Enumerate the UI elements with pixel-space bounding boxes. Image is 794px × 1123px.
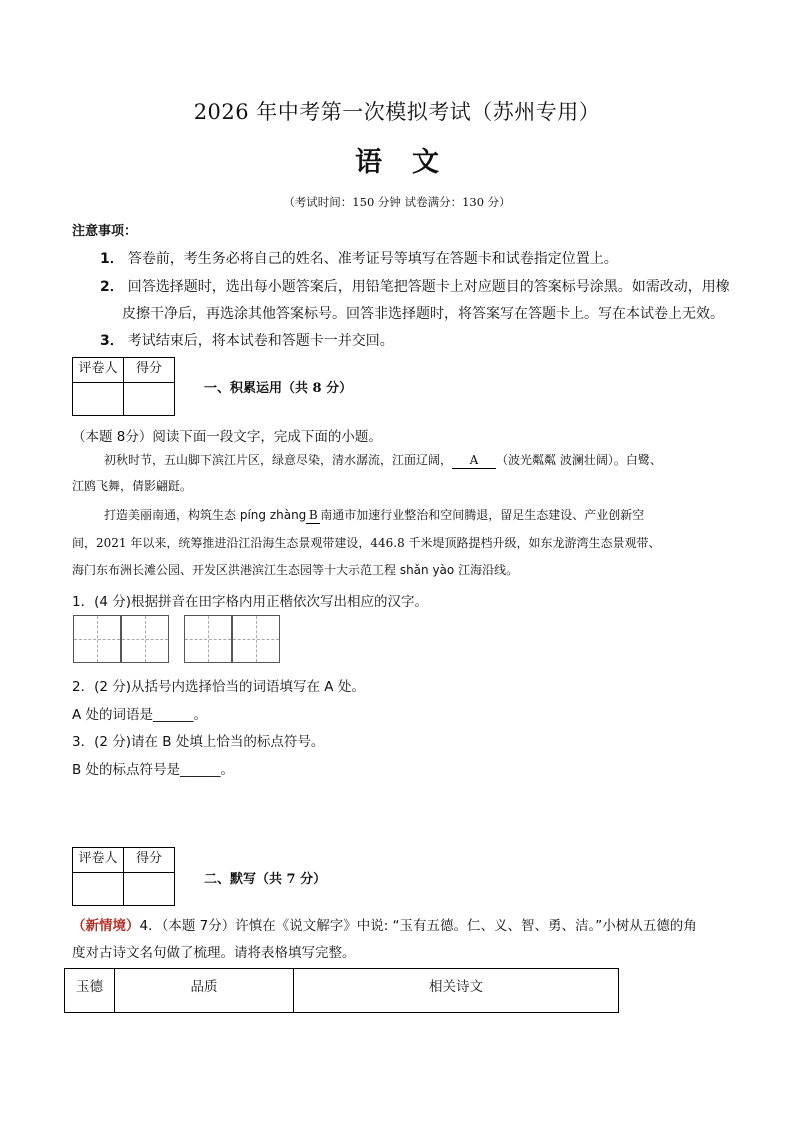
notice-item [100, 330, 394, 350]
passage-text: 打造美丽南通，构筑生态 [104, 508, 240, 522]
notice-text: 回答选择题时，选出每小题答案后，用铅笔把答题卡上对应题目的答案标号涂黑。如需改动，用橡 [127, 279, 730, 295]
tianzige-box[interactable] [232, 615, 280, 663]
pinyin: shǎn yào [399, 563, 455, 577]
notice-text: 答卷前，考生务必将自己的姓名、准考证号等填写在答题卡和试卷指定位置上。 [127, 251, 618, 267]
score-cell [124, 383, 175, 416]
notice-item [100, 276, 730, 296]
table-header-cell: 品质 [115, 969, 294, 1013]
exam-info: （考试时间：150 分钟 试卷满分：130 分） [283, 195, 511, 209]
notice-num: 1． [100, 251, 124, 267]
reviewer-cell [73, 873, 124, 906]
question-2-answer: A 处的词语是______。 [72, 707, 208, 723]
exam-title: 2026 年中考第一次模拟考试（苏州专用） [193, 100, 601, 124]
passage-p1-cont: 江鸥飞舞，倩影翩跹。 [72, 479, 193, 493]
subject-title: 语文 [355, 147, 469, 178]
passage-p1 [104, 452, 734, 469]
pinyin: píng zhàng [239, 508, 307, 522]
blank-a: A [452, 452, 496, 469]
passage-text: （波光粼粼 波澜壮阔）。白鹭、 [496, 453, 662, 467]
question-2: 2．(2 分)从括号内选择恰当的词语填写在 A 处。 [72, 679, 365, 695]
reviewer-label: 评卷人 [73, 848, 124, 873]
notice-item [100, 248, 618, 268]
question-4 [72, 914, 732, 934]
passage-p2 [104, 507, 744, 524]
passage-text: 南通市加速行业整治和空间腾退，留足生态建设、产业创新空 [320, 508, 645, 522]
virtue-table [64, 968, 619, 1013]
passage-p2-cont: 间，2021 年以来，统筹推进沿江沿海生态景观带建设，446.8 千米堤顶路提档升级，如东龙游湾生态景观带、 [72, 536, 661, 550]
question-3-answer: B 处的标点符号是______。 [72, 762, 235, 778]
passage-text: 初秋时节，五山脚下滨江片区，绿意尽染，清水潺流，江面辽阔， [104, 453, 453, 467]
question-3: 3．(2 分)请在 B 处填上恰当的标点符号。 [72, 734, 325, 750]
notice-num: 3． [100, 333, 124, 349]
score-cell [124, 873, 175, 906]
passage-p2-cont2 [72, 562, 518, 578]
table-header-cell: 玉德 [65, 969, 115, 1013]
table-header-cell: 相关诗文 [294, 969, 619, 1013]
score-label: 得分 [124, 358, 175, 383]
table-row [65, 969, 619, 1013]
question-1: 1．(4 分)根据拼音在田字格内用正楷依次写出相应的汉字。 [72, 594, 429, 610]
score-table-2 [72, 847, 175, 906]
tianzige-box[interactable] [73, 615, 121, 663]
new-context-tag: （新情境） [72, 918, 140, 934]
section2-heading: 二、默写（共 7 分） [204, 872, 327, 887]
blank-b: B [306, 507, 320, 524]
passage-text: 海门东布洲长滩公园、开发区洪港滨江生态园等十大示范工程 [72, 563, 400, 577]
notice-heading: 注意事项： [72, 224, 138, 239]
score-label: 得分 [124, 848, 175, 873]
notice-item-cont: 皮擦干净后，再选涂其他答案标号。回答非选择题时，将答案写在答题卡上。写在本试卷上无效。 [122, 306, 724, 322]
score-table-1 [72, 357, 175, 416]
notice-text: 考试结束后，将本试卷和答题卡一并交回。 [127, 333, 394, 349]
passage-text: 江海沿线。 [454, 563, 519, 577]
notice-num: 2． [100, 279, 124, 295]
reviewer-label: 评卷人 [73, 358, 124, 383]
question-4-cont: 度对古诗文名句做了梳理。请将表格填写完整。 [72, 945, 356, 961]
reviewer-cell [73, 383, 124, 416]
section1-intro: （本题 8分）阅读下面一段文字，完成下面的小题。 [72, 429, 382, 445]
section1-heading: 一、积累运用（共 8 分） [204, 381, 353, 396]
question-text: 4．（本题 7分）许慎在《说文解字》中说: “玉有五德。仁、义、智、勇、洁。”小树从五德的角 [139, 918, 697, 934]
tianzige-box[interactable] [121, 615, 169, 663]
tianzige-box[interactable] [184, 615, 232, 663]
